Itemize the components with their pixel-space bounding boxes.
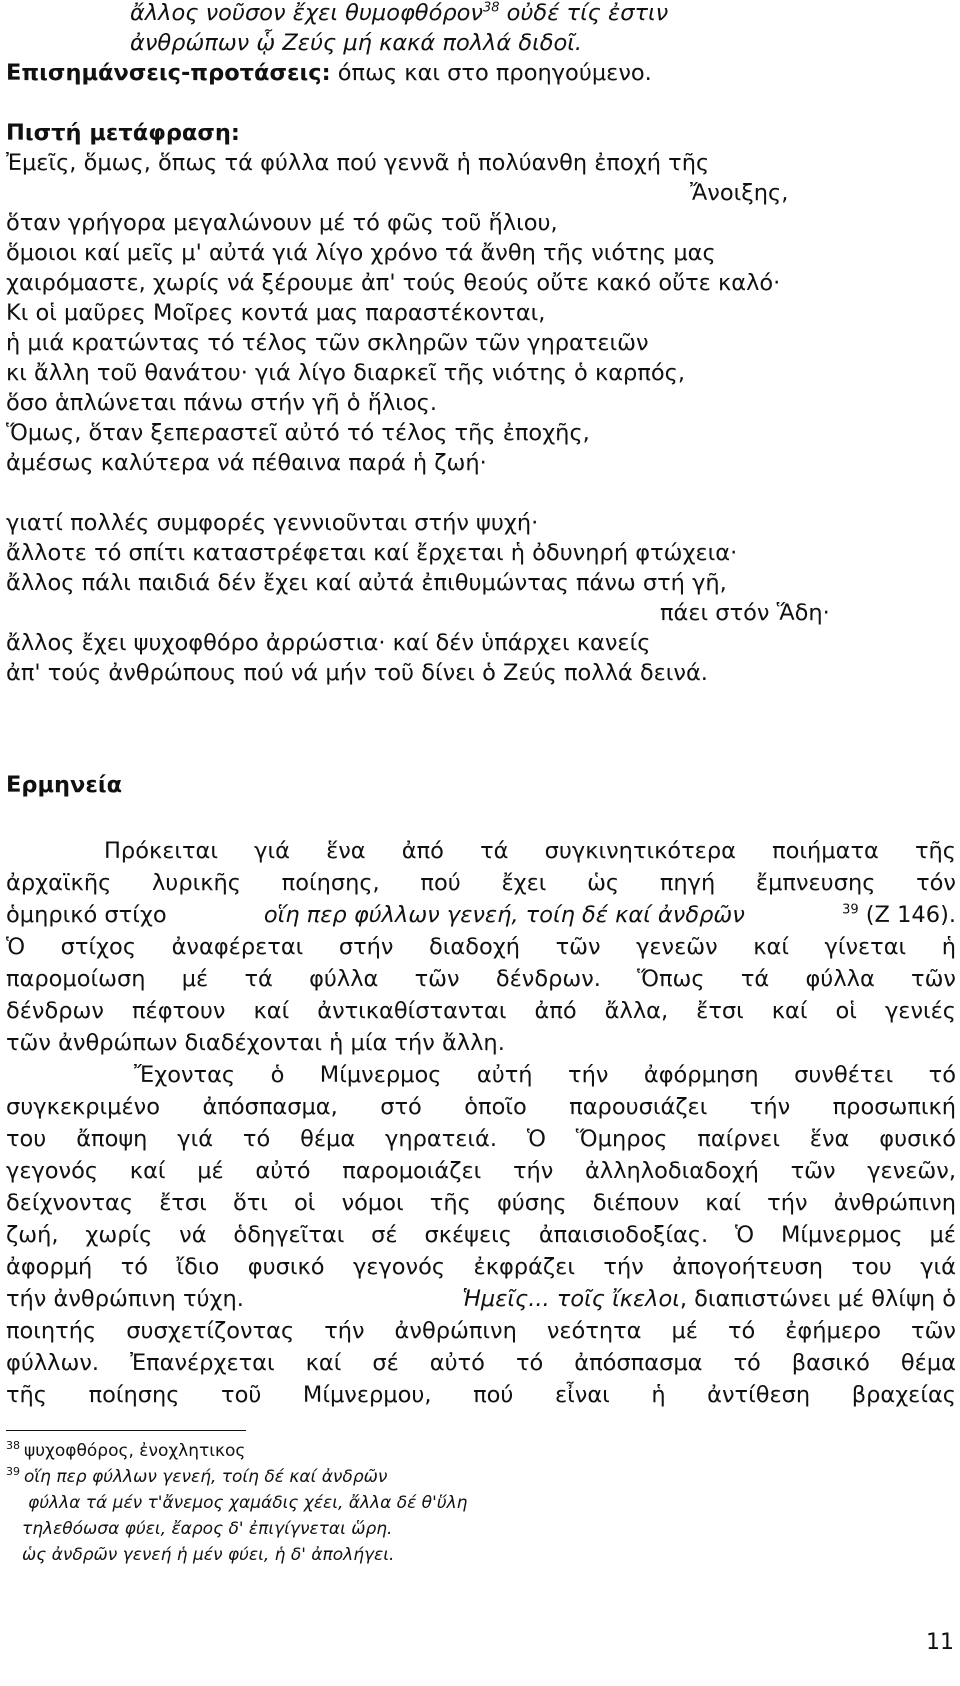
- greek-line-2: ἀνθρώπων ᾧ Ζεύς μή κακά πολλά διδοῖ.: [130, 30, 583, 56]
- footnote-39: $^{39}$ οἵη περ φύλλων γενεή, τοίη δέ καί ἀνδρῶν: [6, 1465, 388, 1487]
- translation-line: Κι οἱ μαῦρες Μοῖρες κοντά μας παραστέκονται,: [6, 300, 546, 326]
- translation-line: ὅμοιοι καί μεῖς μ' αὐτά γιά λίγο χρόνο τά ἄνθη τῆς νιότης μας: [6, 240, 716, 266]
- paragraph-line: τῆς ποίησης τοῦ Μίμνερμου, πού εἶναι ἡ ἀντίθεση βραχείας: [6, 1382, 956, 1408]
- translation-line: γιατί πολλές συμφορές γεννιοῦνται στήν ψυχή·: [6, 510, 539, 536]
- translation-line: χαιρόμαστε, χωρίς νά ξέρουμε ἀπ' τούς θεούς οὔτε κακό οὔτε καλό·: [6, 270, 781, 296]
- paragraph-line: ζωή, χωρίς νά ὁδηγεῖται σέ σκέψεις ἀπαισιοδοξίας. Ὁ Μίμνερμος μέ: [6, 1222, 956, 1248]
- translation-line: ἀμέσως καλύτερα νά πέθαινα παρά ἡ ζωή·: [6, 450, 487, 476]
- paragraph-line: δένδρων πέφτουν καί ἀντικαθίστανται ἀπό ἄλλα, ἔτσι καί οἱ γενιές: [6, 998, 956, 1024]
- translation-heading: Πιστή μετάφραση:: [6, 120, 240, 146]
- interpretation-heading: Ερμηνεία: [6, 772, 123, 798]
- paragraph-line: φύλλων. Ἐπανέρχεται καί σέ αὐτό τό ἀπόσπασμα τό βασικό θέμα: [6, 1350, 956, 1376]
- paragraph-line: τήν ἀνθρώπινη τύχη. Ἡμεῖς... τοῖς ἴκελοι, διαπιστώνει μέ θλίψη ὁ: [6, 1286, 956, 1312]
- paragraph-line: Ἔχοντας ὁ Μίμνερμος αὐτή τήν ἀφόρμηση συνθέτει τό: [134, 1062, 956, 1088]
- translation-line: πάει στόν Ἅδη·: [660, 600, 830, 626]
- paragraph-line: ὁμηρικό στίχο οἵη περ φύλλων γενεή, τοίη δέ καί ἀνδρῶν $^{39}$ (Ζ 146).: [6, 902, 956, 928]
- translation-line: ἀπ' τούς ἀνθρώπους πού νά μήν τοῦ δίνει ὁ Ζεύς πολλά δεινά.: [6, 660, 708, 686]
- footnote-divider: [6, 1430, 246, 1431]
- footnote-39-line-4: ὡς ἀνδρῶν γενεή ἡ μέν φύει, ἡ δ' ἀπολήγει.: [22, 1545, 395, 1565]
- paragraph-line: ποιητής συσχετίζοντας τήν ἀνθρώπινη νεότητα μέ τό ἐφήμερο τῶν: [6, 1318, 956, 1344]
- translation-line: Ἄνοιξης,: [690, 180, 789, 206]
- translation-line: ὅσο ἁπλώνεται πάνω στήν γῆ ὁ ἥλιος.: [6, 390, 438, 416]
- paragraph-line: του ἄποψη γιά τό θέμα γηρατειά. Ὁ Ὅμηρος παίρνει ἕνα φυσικό: [6, 1126, 956, 1152]
- paragraph-line: τῶν ἀνθρώπων διαδέχονται ἡ μία τήν ἄλλη.: [6, 1030, 505, 1056]
- translation-line: Ὅμως, ὅταν ξεπεραστεῖ αὐτό τό τέλος τῆς ἐποχῆς,: [6, 420, 590, 446]
- page-number: 11: [926, 1630, 954, 1655]
- paragraph-line: συγκεκριμένο ἀπόσπασμα, στό ὁποῖο παρουσιάζει τήν προσωπική: [6, 1094, 956, 1120]
- translation-line: ὅταν γρήγορα μεγαλώνουν μέ τό φῶς τοῦ ἥλιου,: [6, 210, 558, 236]
- paragraph-line: Πρόκειται γιά ἕνα ἀπό τά συγκινητικότερα ποιήματα τῆς: [104, 838, 956, 864]
- translation-line: ἄλλος πάλι παιδιά δέν ἔχει καί αὐτά ἐπιθυμώντας πάνω στή γῆ,: [6, 570, 727, 596]
- paragraph-line: ἀρχαϊκῆς λυρικῆς ποίησης, πού ἔχει ὡς πηγή ἔμπνευσης τόν: [6, 870, 956, 896]
- translation-line: κι ἄλλη τοῦ θανάτου· γιά λίγο διαρκεῖ τῆς νιότης ὁ καρπός,: [6, 360, 686, 386]
- paragraph-line: Ὁ στίχος ἀναφέρεται στήν διαδοχή τῶν γενεῶν καί γίνεται ἡ: [6, 934, 956, 960]
- translation-line: ἡ μιά κρατώντας τό τέλος τῶν σκληρῶν τῶν γηρατειῶν: [6, 330, 649, 356]
- translation-line: ἄλλος ἔχει ψυχοφθόρο ἀρρώστια· καί δέν ὑπάρχει κανείς: [6, 630, 651, 656]
- remarks-line: Επισημάνσεις-προτάσεις: όπως και στο προηγούμενο.: [6, 60, 652, 86]
- paragraph-line: γεγονός καί μέ αὐτό παρομοιάζει τήν ἀλληλοδιαδοχή τῶν γενεῶν,: [6, 1158, 956, 1184]
- remarks-label: Επισημάνσεις-προτάσεις:: [6, 60, 331, 86]
- paragraph-line: παρομοίωση μέ τά φύλλα τῶν δένδρων. Ὅπως τά φύλλα τῶν: [6, 966, 956, 992]
- footnote-38: $^{38}$ ψυχοφθόρος, ἐνοχλητικος: [6, 1439, 246, 1461]
- footnote-39-line-3: τηλεθόωσα φύει, ἔαρος δ' ἐπιγίγνεται ὥρη.: [22, 1519, 393, 1539]
- translation-line: ἄλλοτε τό σπίτι καταστρέφεται καί ἔρχεται ἡ ὀδυνηρή φτώχεια·: [6, 540, 738, 566]
- greek-line-1: ἄλλος νοῦσον ἔχει θυμοφθόρον$^{38}$ οὐδέ τίς ἐστιν: [130, 0, 669, 26]
- paragraph-line: δείχνοντας ἔτσι ὅτι οἱ νόμοι τῆς φύσης διέπουν καί τήν ἀνθρώπινη: [6, 1190, 956, 1216]
- translation-line: Ἐμεῖς, ὅμως, ὅπως τά φύλλα πού γεννᾶ ἡ πολύανθη ἐποχή τῆς: [6, 150, 710, 176]
- footnote-39-line-2: φύλλα τά μέν τ'ἄνεμος χαμάδις χέει, ἄλλα δέ θ'ὕλη: [28, 1493, 468, 1513]
- paragraph-line: ἀφορμή τό ἴδιο φυσικό γεγονός ἐκφράζει τήν ἀπογοήτευση του γιά: [6, 1254, 956, 1280]
